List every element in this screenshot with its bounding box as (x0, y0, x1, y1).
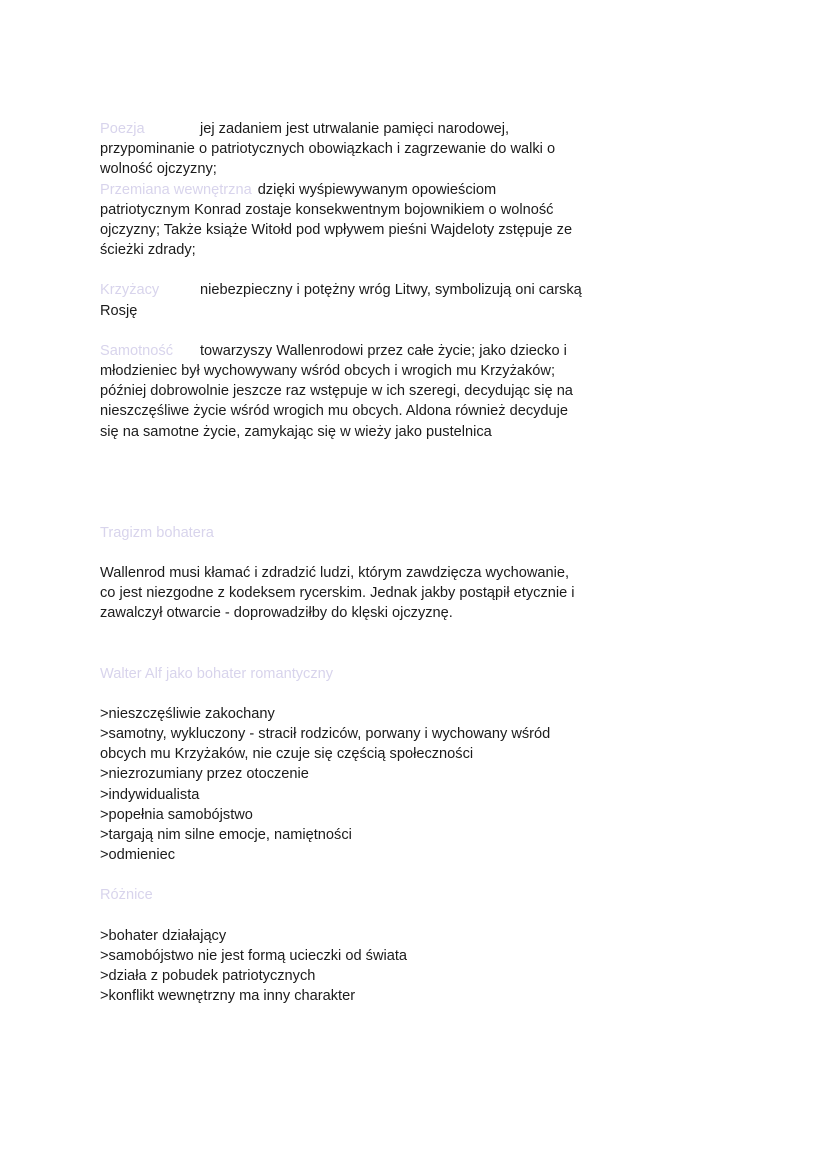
list-item: obcych mu Krzyżaków, nie czuje się częścią społeczności (100, 746, 474, 763)
tragizm-section (100, 523, 620, 624)
walter-section (100, 664, 620, 866)
samotnosc-text-4: nieszczęśliwe życie wśród wrogich mu obcych. Aldona również decyduje (100, 403, 569, 420)
samotnosc-text-2: młodzieniec był wychowywany wśród obcych i wrogich mu Krzyżaków; (100, 363, 556, 380)
list-item: >bohater działający (100, 927, 227, 944)
roznice-list (100, 926, 620, 1007)
tragizm-text-1: Wallenrod musi kłamać i zdradzić ludzi, którym zawdzięcza wychowanie, (100, 565, 570, 582)
walter-list (100, 704, 620, 866)
list-item: >samobójstwo nie jest formą ucieczki od świata (100, 947, 408, 964)
poezja-term: Poezja (100, 121, 145, 137)
krzyzacy-text-2: Rosję (100, 302, 138, 319)
krzyzacy-text-1: niebezpieczny i potężny wróg Litwy, symbolizują oni carską (200, 282, 582, 299)
list-item: >nieszczęśliwie zakochany (100, 705, 275, 722)
list-item: >targają nim silne emocje, namiętności (100, 827, 352, 844)
list-item: >konflikt wewnętrzny ma inny charakter (100, 988, 356, 1005)
list-item: >samotny, wykluczony - stracił rodziców, porwany i wychowany wśród (100, 726, 551, 743)
krzyzacy-term: Krzyżacy (100, 282, 160, 299)
tragizm-text-2: co jest niezgodne z kodeksem rycerskim. Jednak jakby postąpił etycznie i (100, 585, 575, 602)
list-item: >niezrozumiany przez otoczenie (100, 766, 309, 783)
roznice-section (100, 885, 620, 1006)
poezja-text-1: jej zadaniem jest utrwalanie pamięci narodowej, (200, 121, 510, 137)
poezja-text-2: przypominanie o patriotycznych obowiązkach i zagrzewanie do walki o (100, 141, 556, 158)
krzyzacy-line-1 (100, 280, 620, 300)
list-item: >działa z pobudek patriotycznych (100, 968, 316, 985)
samotnosc-text-3: później dobrowolnie jeszcze raz wstępuje w ich szeregi, decydując się na (100, 383, 573, 400)
document-page (100, 119, 620, 1007)
tragizm-text-3: zawalczył otwarcie - doprowadziłby do klęski ojczyznę. (100, 605, 453, 622)
samotnosc-text-5: się na samotne życie, zamykając się w wieży jako pustelnica (100, 423, 492, 440)
przemiana-line-1 (100, 180, 620, 200)
przemiana-text-1: dzięki wyśpiewywanym opowieściom (257, 181, 497, 198)
przemiana-text-3: ojczyzny; Także książe Witołd pod wpływem pieśni Wajdeloty zstępuje ze (100, 222, 573, 239)
roznice-heading: Różnice (100, 887, 153, 904)
samotnosc-term: Samotność (100, 342, 174, 359)
przemiana-text-2: patriotycznym Konrad zostaje konsekwentnym bojownikiem o wolność (100, 201, 554, 218)
samotnosc-section (100, 341, 620, 442)
list-item: >indywidualista (100, 786, 200, 803)
krzyzacy-section (100, 280, 620, 320)
poezja-text-3: wolność ojczyzny; (100, 161, 217, 178)
poezja-line-1 (100, 119, 620, 139)
przemiana-text-4: ścieżki zdrady; (100, 242, 196, 259)
poezja-section (100, 119, 620, 180)
samotnosc-line-1 (100, 341, 620, 361)
list-item: >odmieniec (100, 847, 176, 864)
przemiana-term: Przemiana wewnętrzna (100, 181, 252, 198)
przemiana-section (100, 180, 620, 261)
tragizm-heading: Tragizm bohatera (100, 524, 214, 541)
walter-heading: Walter Alf jako bohater romantyczny (100, 665, 334, 682)
list-item: >popełnia samobójstwo (100, 806, 253, 823)
samotnosc-text-1: towarzyszy Wallenrodowi przez całe życie; jako dziecko i (200, 342, 567, 359)
